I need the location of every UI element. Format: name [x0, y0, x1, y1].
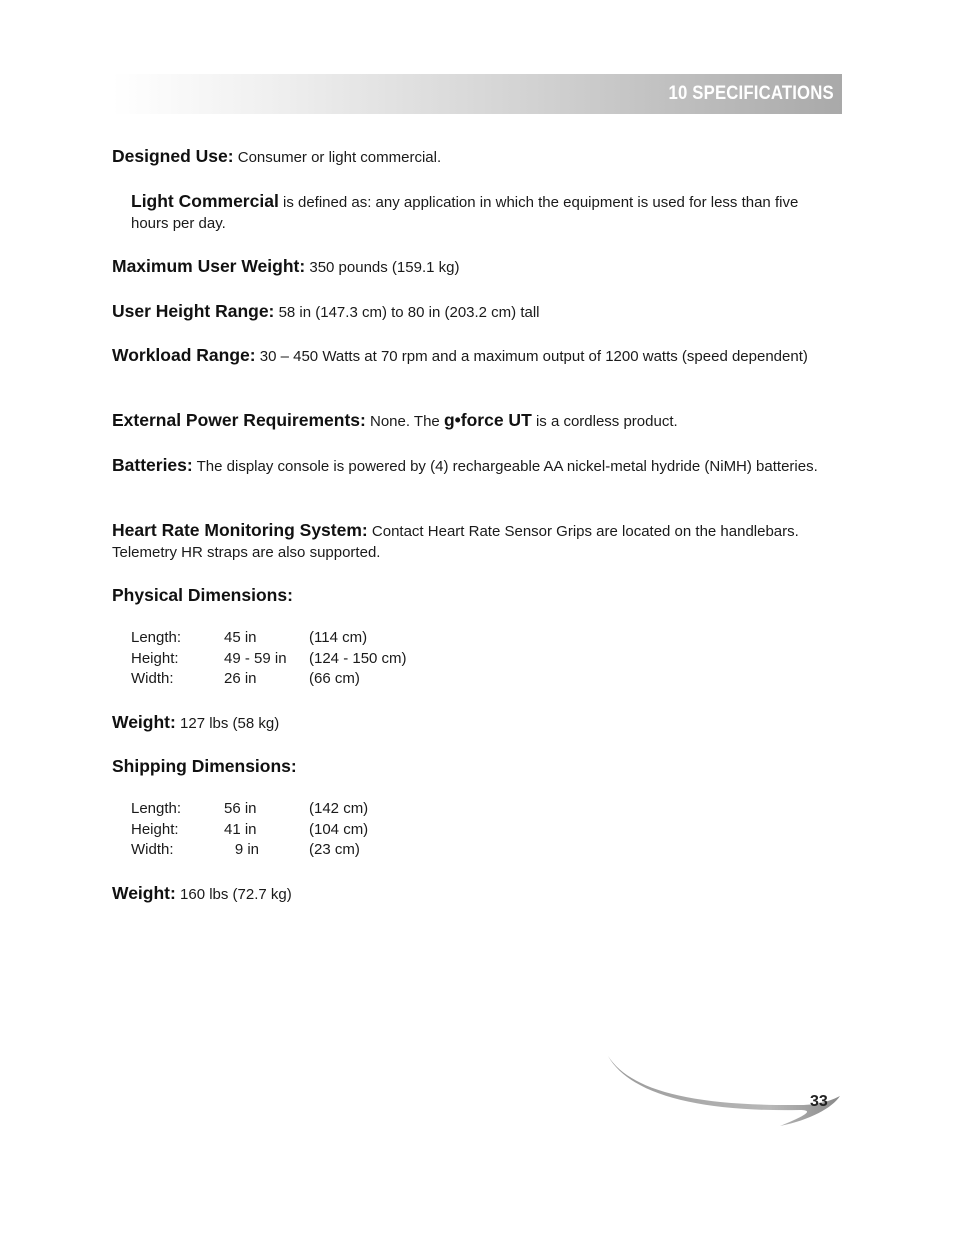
- shipping-dimensions-heading: [112, 756, 842, 778]
- swoosh-decoration-icon: [600, 1050, 850, 1130]
- dimension-inches: 41 in: [224, 820, 257, 838]
- light-commercial: [131, 191, 839, 234]
- shipping-dimensions-label: Shipping Dimensions:: [112, 756, 297, 776]
- max-user-weight-value: 350 pounds (159.1 kg): [309, 259, 460, 276]
- heart-rate-value: Contact Heart Rate Sensor Grips are located on the handlebars. Telemetry HR straps are also supported.: [112, 523, 799, 561]
- designed-use: [112, 146, 842, 168]
- light-commercial-label: Light Commercial: [131, 191, 279, 211]
- user-height-range: [112, 301, 842, 323]
- dimension-name: Height:: [131, 649, 179, 667]
- batteries-label: Batteries:: [112, 455, 193, 475]
- dimension-row: [131, 799, 368, 820]
- dimension-cm: (124 - 150 cm): [309, 649, 407, 667]
- dimension-name: Width:: [131, 670, 174, 687]
- page-number: 33: [810, 1093, 828, 1110]
- physical-dimensions-heading: [112, 585, 842, 607]
- dimension-name: Length:: [131, 800, 182, 817]
- dimension-cm: (142 cm): [309, 800, 369, 817]
- shipping-weight: [112, 883, 842, 905]
- physical-weight-label: Weight:: [112, 712, 176, 732]
- shipping-dimensions-table: [131, 799, 368, 861]
- user-height-value: 58 in (147.3 cm) to 80 in (203.2 cm) tall: [278, 304, 540, 321]
- designed-use-label: Designed Use:: [112, 146, 234, 166]
- workload-range: [112, 345, 842, 367]
- heart-rate-label: Heart Rate Monitoring System:: [112, 520, 368, 540]
- dimension-inches: 45 in: [224, 629, 257, 646]
- external-power: [112, 410, 842, 432]
- physical-weight: [112, 712, 842, 734]
- batteries: [112, 455, 842, 477]
- dimension-inches: 56 in: [224, 800, 257, 817]
- dimension-name: Width:: [131, 841, 174, 858]
- section-header-bar: [112, 74, 842, 114]
- max-user-weight: [112, 256, 842, 278]
- dimension-row: [131, 649, 407, 670]
- dimension-name: Height:: [131, 820, 179, 838]
- dimension-row: [131, 628, 407, 649]
- dimension-cm: (23 cm): [309, 841, 360, 858]
- dimension-row: [131, 820, 368, 841]
- heart-rate-monitoring: [112, 520, 842, 563]
- shipping-weight-value: 160 lbs (72.7 kg): [180, 886, 292, 903]
- workload-value: 30 – 450 Watts at 70 rpm and a maximum output of 1200 watts (speed dependent): [259, 348, 808, 365]
- batteries-value: The display console is powered by (4) rechargeable AA nickel-metal hydride (NiMH) batteries.: [196, 458, 818, 475]
- power-value-pre: None. The: [370, 413, 440, 430]
- workload-label: Workload Range:: [112, 345, 256, 365]
- dimension-name: Length:: [131, 629, 182, 646]
- dimension-row: [131, 669, 407, 690]
- physical-weight-value: 127 lbs (58 kg): [180, 715, 280, 732]
- dimension-cm: (104 cm): [309, 820, 369, 838]
- shipping-weight-label: Weight:: [112, 883, 176, 903]
- power-label: External Power Requirements:: [112, 410, 366, 430]
- dimension-row: [131, 840, 368, 861]
- max-user-weight-label: Maximum User Weight:: [112, 256, 306, 276]
- physical-dimensions-label: Physical Dimensions:: [112, 585, 293, 605]
- dimension-inches: 49 - 59 in: [224, 649, 287, 667]
- power-value-post: is a cordless product.: [535, 413, 678, 430]
- dimension-cm: (66 cm): [309, 670, 360, 687]
- product-name: g•force UT: [443, 410, 532, 430]
- dimension-inches: 9 in: [234, 841, 259, 858]
- physical-dimensions-table: [131, 628, 407, 690]
- section-title: 10 SPECIFICATIONS: [668, 83, 834, 104]
- dimension-cm: (114 cm): [309, 629, 368, 646]
- designed-use-value: Consumer or light commercial.: [237, 149, 442, 166]
- user-height-label: User Height Range:: [112, 301, 275, 321]
- dimension-inches: 26 in: [224, 670, 257, 687]
- light-commercial-value: is defined as: any application in which the equipment is used for less than five hours per day.: [131, 194, 799, 232]
